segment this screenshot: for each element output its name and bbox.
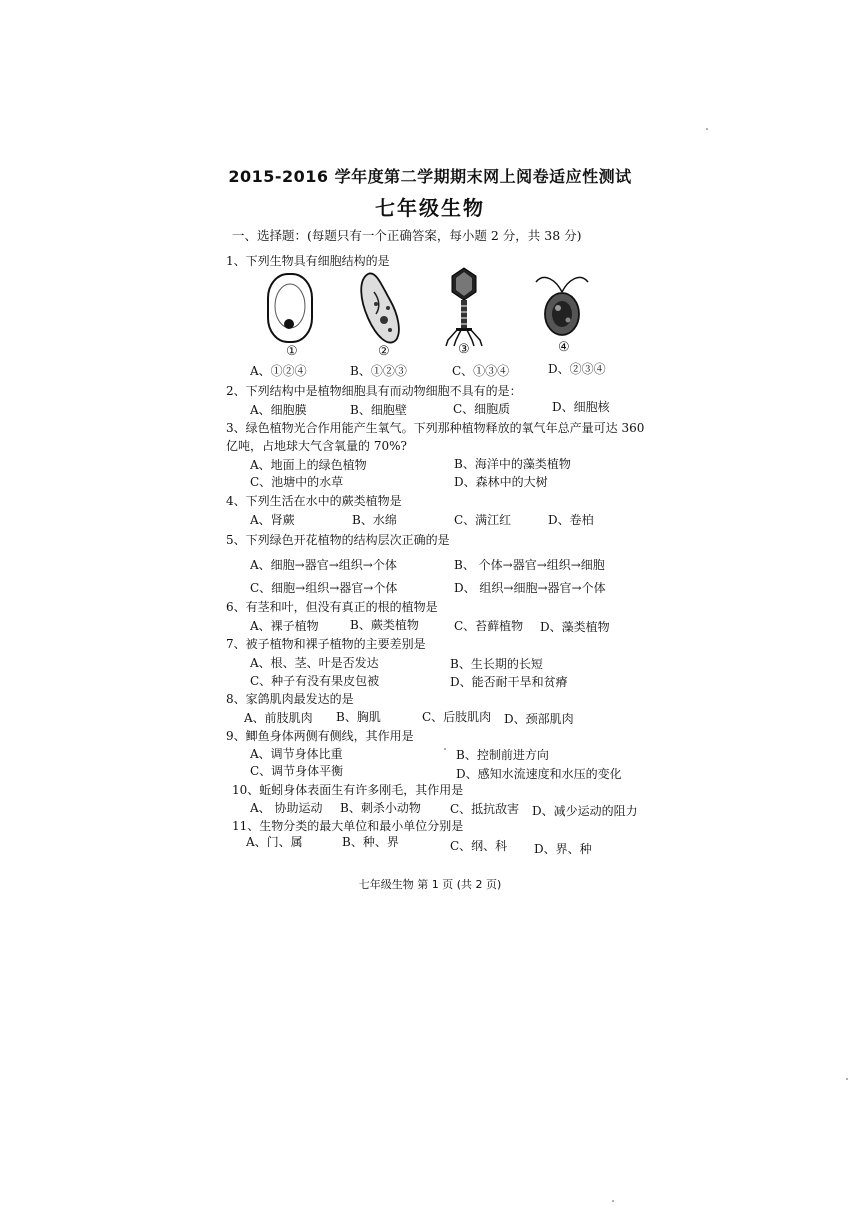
question-6-option-a: A、裸子植物	[250, 619, 319, 633]
question-8-stem: 8、家鸽肌肉最发达的是	[226, 692, 354, 706]
bacteriophage-icon	[444, 266, 484, 348]
question-2-option-d: D、细胞核	[552, 400, 610, 414]
question-3-option-c: C、池塘中的水草	[250, 475, 344, 489]
question-11-option-d: D、界、种	[534, 842, 592, 856]
question-5-stem: 5、下列绿色开花植物的结构层次正确的是	[226, 533, 450, 547]
question-3-stem-continued: 亿吨，占地球大气含氧量的 70%?	[226, 439, 407, 453]
question-2-option-a: A、细胞膜	[250, 403, 307, 417]
question-1-option-c: C、①③④	[452, 364, 510, 378]
question-6-option-c: C、苔藓植物	[454, 619, 524, 633]
question-4-option-a: A、肾蕨	[250, 513, 295, 527]
plant-cell-icon	[264, 272, 316, 344]
section-heading: 一、选择题：(每题只有一个正确答案，每小题 2 分，共 38 分)	[232, 228, 582, 243]
question-9-stem: 9、鲫鱼身体两侧有侧线，其作用是	[226, 729, 414, 743]
question-4-stem: 4、下列生活在水中的蕨类植物是	[226, 494, 402, 508]
question-9-option-c: C、调节身体平衡	[250, 764, 344, 778]
question-1-figures	[258, 266, 598, 361]
question-3-stem: 3、绿色植物光合作用能产生氧气。下列那种植物释放的氧气年总产量可达 360	[226, 421, 645, 435]
question-8-option-b: B、胸肌	[336, 710, 381, 724]
question-11-option-c: C、纲、科	[450, 839, 508, 853]
question-9-option-b: B、控制前进方向	[456, 748, 549, 762]
page-footer: 七年级生物 第 1 页 (共 2 页)	[358, 878, 502, 891]
question-3-option-d: D、森林中的大树	[454, 475, 548, 489]
question-5-option-d: D、 组织→细胞→器官→个体	[454, 581, 606, 595]
question-8-option-a: A、前肢肌肉	[244, 711, 313, 725]
question-10-option-c: C、抵抗敌害	[450, 802, 520, 816]
question-6-option-b: B、蕨类植物	[350, 618, 419, 632]
question-7-option-a: A、根、茎、叶是否发达	[250, 656, 379, 670]
question-9-option-d: D、感知水流速度和水压的变化	[456, 767, 622, 781]
question-6-option-d: D、藻类植物	[540, 620, 610, 634]
question-11-option-a: A、门、属	[246, 835, 303, 849]
question-4-option-b: B、水绵	[352, 513, 397, 527]
question-1-option-d: D、②③④	[548, 362, 606, 376]
exam-title: 2015-2016 学年度第二学期期末网上阅卷适应性测试	[228, 167, 632, 186]
question-3-option-b: B、海洋中的藻类植物	[454, 457, 571, 471]
question-8-option-c: C、后肢肌肉	[422, 710, 492, 724]
scan-speck	[612, 1200, 614, 1202]
question-1-option-b: B、①②③	[350, 364, 407, 378]
question-7-option-d: D、能否耐干旱和贫瘠	[450, 675, 568, 689]
question-8-option-d: D、颈部肌肉	[504, 712, 574, 726]
question-11-option-b: B、种、界	[342, 835, 399, 849]
figure-label-4: ④	[558, 340, 570, 355]
figure-label-1: ①	[286, 344, 298, 359]
chlamydomonas-icon	[530, 266, 594, 338]
question-10-option-d: D、减少运动的阻力	[532, 804, 638, 818]
question-11-stem: 11、生物分类的最大单位和最小单位分别是	[232, 819, 464, 833]
question-3-option-a: A、地面上的绿色植物	[250, 458, 367, 472]
question-10-option-b: B、刺杀小动物	[340, 801, 421, 815]
paramecium-icon	[354, 270, 404, 348]
question-7-option-c: C、种子有没有果皮包被	[250, 674, 380, 688]
scan-speck	[706, 128, 708, 130]
question-4-option-d: D、卷柏	[548, 513, 594, 527]
question-4-option-c: C、满江红	[454, 513, 512, 527]
scan-speck	[846, 1078, 848, 1080]
figure-label-2: ②	[378, 344, 390, 359]
question-5-option-a: A、细胞→器官→组织→个体	[250, 558, 397, 572]
question-1-option-a: A、①②④	[250, 364, 307, 378]
question-5-option-c: C、细胞→组织→器官→个体	[250, 581, 398, 595]
question-6-stem: 6、有茎和叶，但没有真正的根的植物是	[226, 600, 438, 614]
question-5-option-b: B、 个体→器官→组织→细胞	[454, 558, 605, 572]
question-1-stem: 1、下列生物具有细胞结构的是	[226, 254, 390, 268]
figure-label-3: ③	[458, 342, 470, 357]
question-10-option-a: A、 协助运动	[250, 801, 323, 815]
question-2-option-b: B、细胞壁	[350, 403, 407, 417]
question-2-option-c: C、细胞质	[453, 402, 511, 416]
exam-subtitle: 七年级生物	[375, 196, 485, 220]
question-9-option-a: A、调节身体比重	[250, 747, 343, 761]
question-2-stem: 2、下列结构中是植物细胞具有而动物细胞不具有的是：	[226, 384, 522, 398]
question-7-option-b: B、生长期的长短	[450, 657, 543, 671]
question-10-stem: 10、蚯蚓身体表面生有许多刚毛，其作用是	[232, 783, 464, 797]
scan-speck	[444, 748, 446, 750]
question-7-stem: 7、被子植物和裸子植物的主要差别是	[226, 637, 426, 651]
